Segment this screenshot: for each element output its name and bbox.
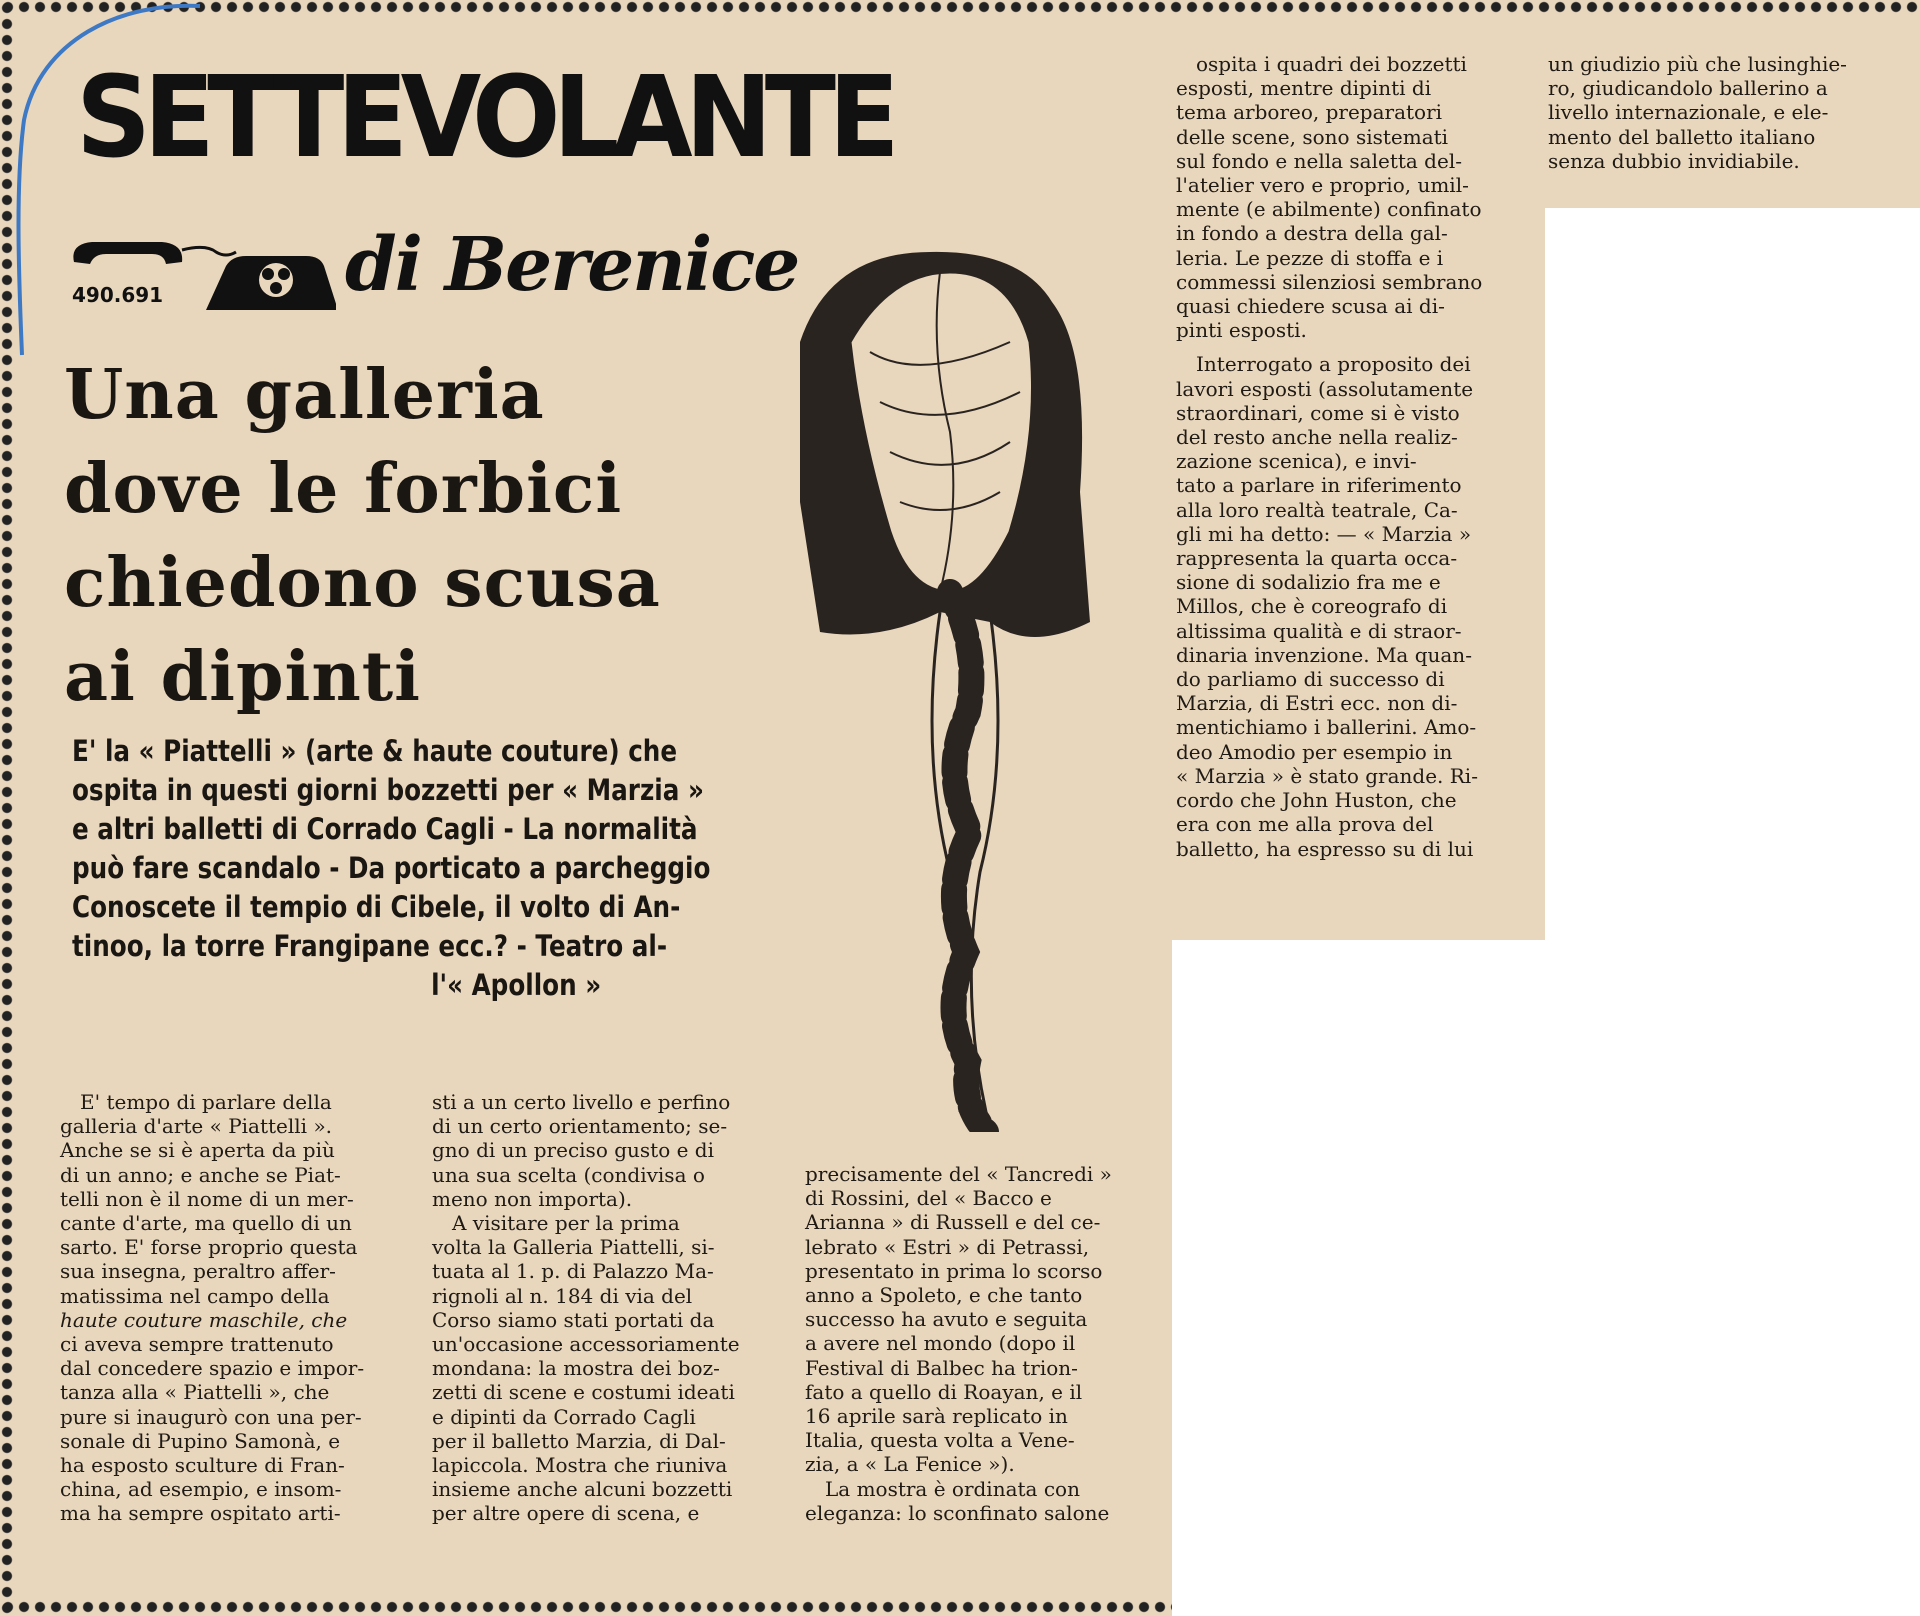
- col4-line: era con me alla prova del: [1176, 812, 1434, 837]
- col5-line: livello internazionale, e ele-: [1548, 100, 1829, 125]
- col4-line: Interrogato a proposito dei: [1196, 352, 1471, 377]
- subhead-line: può fare scandalo - Da porticato a parcheggio: [72, 851, 711, 885]
- col4-line: balletto, ha espresso su di lui: [1176, 836, 1474, 861]
- col1-line: matissima nel campo della: [60, 1283, 330, 1308]
- col1-line: ha esposto sculture di Fran-: [60, 1453, 345, 1478]
- article-column-2: [432, 1090, 772, 1526]
- col4-line: dinaria invenzione. Ma quan-: [1176, 642, 1472, 667]
- col3-line: successo ha avuto e seguita: [805, 1307, 1088, 1332]
- col2-line: e dipinti da Corrado Cagli: [432, 1404, 696, 1429]
- article-column-5: [1548, 52, 1888, 173]
- col4-line: l'atelier vero e proprio, umil-: [1176, 173, 1469, 198]
- col3-line: lebrato « Estri » di Petrassi,: [805, 1234, 1090, 1259]
- col4-line: lavori esposti (assolutamente: [1176, 376, 1474, 401]
- subhead-line: e altri balletti di Corrado Cagli - La normalità: [72, 812, 698, 846]
- col3-line: 16 aprile sarà replicato in: [805, 1404, 1068, 1429]
- col1-line: tanza alla « Piattelli », che: [60, 1380, 330, 1405]
- col2-line: insieme anche alcuni bozzetti: [432, 1477, 733, 1502]
- col4-line: leria. Le pezze di stoffa e i: [1176, 245, 1444, 270]
- col4-line: pinti esposti.: [1176, 318, 1307, 343]
- col4-line: sione di sodalizio fra me e: [1176, 570, 1441, 595]
- col1-line: ma ha sempre ospitato arti-: [60, 1501, 341, 1526]
- col3-line: eleganza: lo sconfinato salone: [805, 1500, 1110, 1525]
- col3-line: zia, a « La Fenice »).: [805, 1452, 1015, 1477]
- col2-line: un'occasione accessoriamente: [432, 1332, 740, 1357]
- col2-line: volta la Galleria Piattelli, si-: [432, 1235, 715, 1260]
- col2-line: Corso siamo stati portati da: [432, 1307, 715, 1332]
- col2-line: gno di un preciso gusto e di: [432, 1138, 714, 1163]
- col4-line: straordinari, come si è visto: [1176, 400, 1460, 425]
- headline-line: ai dipinti: [64, 637, 422, 717]
- col3-line: a avere nel mondo (dopo il: [805, 1331, 1076, 1356]
- col4-line: del resto anche nella realiz-: [1176, 425, 1458, 450]
- col1-line: pure si inaugurò con una per-: [60, 1404, 362, 1429]
- col3-line: presentato in prima lo scorso: [805, 1258, 1103, 1283]
- article-column-3: [805, 1162, 1145, 1525]
- col4-line: quasi chiedere scusa ai di-: [1176, 294, 1445, 319]
- col4-line: tema arboreo, preparatori: [1176, 100, 1443, 125]
- col4-line: Marzia, di Estri ecc. non di-: [1176, 691, 1458, 716]
- col2-line: meno non importa).: [432, 1186, 633, 1211]
- col1-line: sua insegna, peraltro affer-: [60, 1259, 336, 1284]
- col1-line: dal concedere spazio e impor-: [60, 1356, 365, 1381]
- byline: di Berenice: [345, 222, 799, 308]
- col4-line: mente (e abilmente) confinato: [1176, 197, 1482, 222]
- col4-line: mentichiamo i ballerini. Amo-: [1176, 715, 1477, 740]
- masthead-title: SETTEVOLANTE: [76, 53, 893, 183]
- article-column-1: [60, 1090, 400, 1526]
- col4-line: cordo che John Huston, che: [1176, 788, 1457, 813]
- col5-line: un giudizio più che lusinghie-: [1548, 52, 1847, 76]
- col1-line: sarto. E' forse proprio questa: [60, 1235, 358, 1260]
- col4-line: do parliamo di successo di: [1176, 667, 1445, 692]
- col4-line: ospita i quadri dei bozzetti: [1196, 52, 1467, 76]
- col4-line: sul fondo e nella saletta del-: [1176, 148, 1462, 173]
- top-perforation: [0, 0, 1920, 14]
- col2-line: lapiccola. Mostra che riuniva: [432, 1453, 728, 1478]
- subhead-line: l'« Apollon »: [431, 968, 602, 1002]
- col4-line: gli mi ha detto: — « Marzia »: [1176, 521, 1472, 546]
- col4-line: zazione scenica), e invi-: [1176, 449, 1417, 474]
- col2-line: tuata al 1. p. di Palazzo Ma-: [432, 1259, 714, 1284]
- phone-number: 490.691: [72, 283, 164, 307]
- col3-line: Arianna » di Russell e del ce-: [805, 1210, 1101, 1235]
- subhead-line: E' la « Piattelli » (arte & haute couture) che: [72, 734, 678, 768]
- col2-line: zetti di scene e costumi ideati: [432, 1380, 735, 1405]
- col3-line: Italia, questa volta a Vene-: [805, 1428, 1075, 1453]
- col1-line: Anche se si è aperta da più: [60, 1138, 335, 1163]
- col2-line: per altre opere di scena, e: [432, 1501, 700, 1526]
- col2-line: mondana: la mostra dei boz-: [432, 1356, 720, 1381]
- col5-line: ro, giudicandolo ballerino a: [1548, 76, 1828, 101]
- headline-line: Una galleria: [64, 355, 545, 435]
- col4-line: alla loro realtà teatrale, Ca-: [1176, 497, 1458, 522]
- col3-line: di Rossini, del « Bacco e: [805, 1186, 1052, 1211]
- col1-line: di un anno; e anche se Piat-: [60, 1162, 341, 1187]
- col4-line: rappresenta la quarta occa-: [1176, 546, 1458, 571]
- col3-line: La mostra è ordinata con: [825, 1476, 1080, 1501]
- col2-line: sti a un certo livello e perfino: [432, 1090, 731, 1114]
- headline-line: dove le forbici: [64, 449, 623, 529]
- subheadline: [72, 732, 752, 1005]
- col4-line: delle scene, sono sistemati: [1176, 124, 1449, 149]
- col3-line: anno a Spoleto, e che tanto: [805, 1283, 1083, 1308]
- col4-line: esposti, mentre dipinti di: [1176, 76, 1432, 101]
- col1-line: galleria d'arte « Piattelli ».: [60, 1114, 333, 1139]
- subhead-line: Conoscete il tempio di Cibele, il volto di An-: [72, 890, 681, 924]
- col2-line: per il balletto Marzia, di Dal-: [432, 1428, 726, 1453]
- col4-line: commessi silenziosi sembrano: [1176, 269, 1483, 294]
- col5-line: mento del balletto italiano: [1548, 124, 1816, 149]
- col1-line: telli non è il nome di un mer-: [60, 1186, 354, 1211]
- col4-line: deo Amodio per esempio in: [1176, 739, 1453, 764]
- col4-line: in fondo a destra della gal-: [1176, 221, 1448, 246]
- col3-line: precisamente del « Tancredi »: [805, 1162, 1112, 1186]
- article-column-4: [1176, 52, 1516, 861]
- col4-line: altissima qualità e di straor-: [1176, 618, 1462, 643]
- col2-line: A visitare per la prima: [452, 1211, 680, 1236]
- headline: [64, 348, 724, 724]
- col4-line: Millos, che è coreografo di: [1176, 594, 1448, 619]
- col3-line: Festival di Balbec ha trion-: [805, 1355, 1078, 1380]
- col2-line: di un certo orientamento; se-: [432, 1114, 728, 1139]
- col1-line: sonale di Pupino Samonà, e: [60, 1428, 341, 1453]
- bottom-perforation: [0, 1600, 1172, 1614]
- col1-line: E' tempo di parlare della: [80, 1090, 332, 1114]
- col5-line: senza dubbio invidiabile.: [1548, 148, 1800, 173]
- subhead-line: ospita in questi giorni bozzetti per « Marzia »: [72, 773, 704, 807]
- col3-line: fato a quello di Roayan, e il: [805, 1379, 1083, 1404]
- col1-line: haute couture maschile, che: [60, 1307, 348, 1332]
- col2-line: una sua scelta (condivisa o: [432, 1162, 705, 1187]
- col1-line: ci aveva sempre trattenuto: [60, 1332, 334, 1357]
- braid-illustration: [790, 232, 1130, 1132]
- col1-line: cante d'arte, ma quello di un: [60, 1211, 352, 1236]
- col2-line: rignoli al n. 184 di via del: [432, 1283, 693, 1308]
- headline-line: chiedono scusa: [64, 543, 661, 623]
- col4-line: tato a parlare in riferimento: [1176, 473, 1462, 498]
- subhead-line: tinoo, la torre Frangipane ecc.? - Teatro al-: [72, 929, 668, 963]
- col1-line: china, ad esempio, e insom-: [60, 1477, 342, 1502]
- col4-line: « Marzia » è stato grande. Ri-: [1176, 763, 1478, 788]
